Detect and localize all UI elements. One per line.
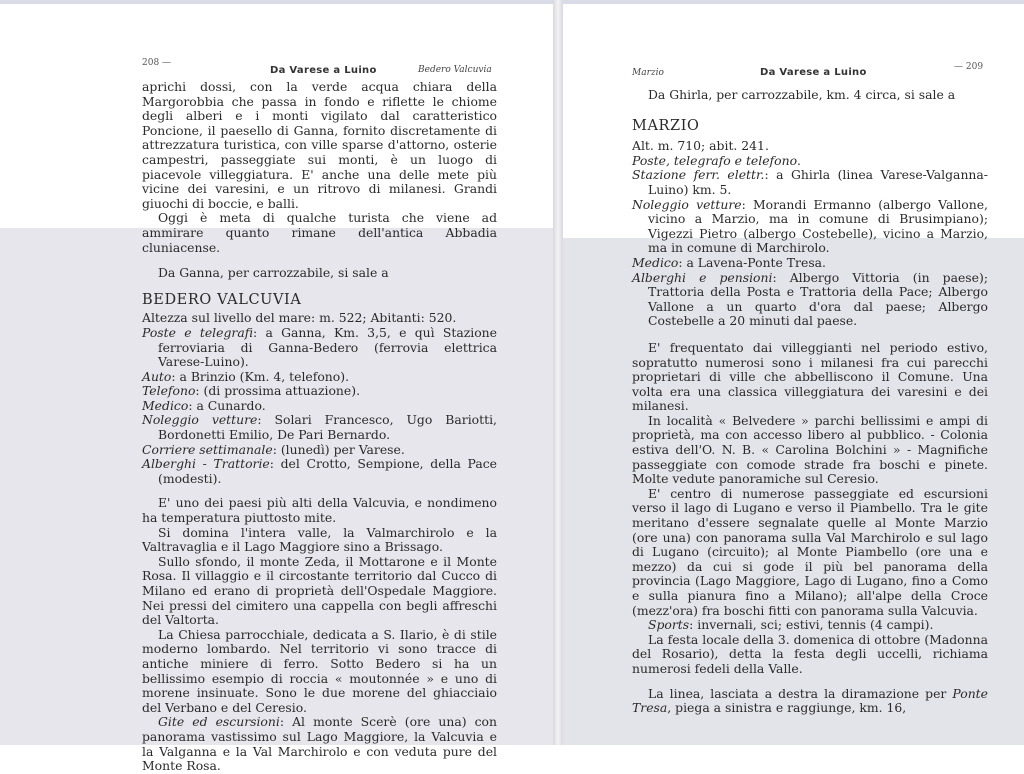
paragraph: E' frequentato dai villeggianti nel periodo estivo, sopratutto numerosi sono i milanesi fra cui parecchi proprietari di ville che abbelliscono il Comune. Una volta era una classica villeggiatura dei varesini e dei milanesi. xyxy=(632,339,988,414)
abbey-paragraph: Oggi è meta di qualche turista che viene ad ammirare quanto rimane dell'antica Abbadia cluniacense. xyxy=(142,210,497,255)
paragraph: E' uno dei paesi più alti della Valcuvia, e nondimeno ha temperatura piuttosto mite. xyxy=(142,495,497,526)
book-gutter xyxy=(553,0,563,745)
excursions-paragraph: Gite ed escursioni: Al monte Scerè (ore una) con panorama vastissimo sul Lago Maggiore, la Valcuvia e la Valganna e la Val Marchirolo e con veduta pure del Monte Rosa. xyxy=(142,714,497,774)
place-heading: MARZIO xyxy=(632,117,700,134)
fact-line: Poste e telegrafi: a Ganna, Km. 3,5, e quì Stazione ferroviaria di Ganna-Bedero (ferrovia elettrica Varese-Luino). xyxy=(142,324,497,370)
page-number: 208 — xyxy=(142,58,172,68)
fact-line: Poste, telegrafo e telefono. xyxy=(632,152,801,168)
paragraph: La festa locale della 3. domenica di ottobre (Madonna del Rosario), detta la festa degli uccelli, richiama numerosi fedeli della Valle. xyxy=(632,631,988,676)
fact-line: Altezza sul livello del mare: m. 522; Abitanti: 520. xyxy=(142,310,457,326)
paragraph: E' centro di numerose passeggiate ed escursioni verso il lago di Lugano e verso il Piambello. Tra le gite meritano d'essere segnalate quelle al Monte Marzio (ore una) con panorama sulla Val Marchirolo e sul lago di Lugano (circuito); al Monte Piambello (ore una e mezzo) da cui si gode il più bel panorama della provincia (Lago Maggiore, Lago di Lugano, fino a Como e sulla pianura fino a Milano); all'alpe della Croce (mezz'ora) fra boschi fitti con panorama sulla Valcuvia. xyxy=(632,485,988,618)
left-page xyxy=(142,0,497,774)
left-text-block xyxy=(142,80,497,774)
intro-paragraph: aprichi dossi, con la verde acqua chiara della Margorobbia che passa in fondo e riflette le chiome degli alberi e i monti vigilato dal caratteristico Poncione, il paesello di Ganna, fornito discretamente di attrezzatura turistica, con ville sparse d'attorno, osterie campestri, passeggiate sui monti, è un luogo di piacevole villeggiatura. E' anche una delle mete più vicine dei varesini, e un ritrovo di milanesi. Grandi giuochi di boccie, e balli. xyxy=(142,79,497,211)
fact-line: Alberghi - Trattorie: del Crotto, Sempione, della Pace (modesti). xyxy=(142,456,497,486)
fact-line: Medico: a Cunardo. xyxy=(142,397,266,413)
right-page xyxy=(632,0,988,745)
fact-line: Alt. m. 710; abit. 241. xyxy=(632,138,769,154)
fact-line: Stazione ferr. elettr.: a Ghirla (linea Varese-Valganna-Luino) km. 5. xyxy=(632,167,988,197)
paragraph: Sullo sfondo, il monte Zeda, il Mottarone e il Monte Rosa. Il villaggio e il circostante territorio dal Cucco di Milano ed erano di proprietà dell'Ospedale Maggiore. Nei pressi del cimitero una cappella con begli affreschi del Valtorta. xyxy=(142,553,497,628)
right-text-block xyxy=(632,88,988,716)
paragraph: La Chiesa parrocchiale, dedicata a S. Ilario, è di stile moderno lombardo. Nel territorio vi sono tracce di antiche miniere di ferro. Sotto Bedero si ha un bellissimo esempio di roccia « moutonnée » e uno di morene insinuate. Sono le due morene del ghiacciaio del Verbano e del Ceresio. xyxy=(142,626,497,715)
fact-line: Noleggio vetture: Solari Francesco, Ugo Bariotti, Bordonetti Emilio, De Pari Bernardo. xyxy=(142,412,497,443)
fact-line: Medico: a Lavena-Ponte Tresa. xyxy=(632,254,826,270)
route-line: Da Ghirla, per carrozzabile, km. 4 circa, si sale a xyxy=(648,87,956,102)
fact-line: Telefono: (di prossima attuazione). xyxy=(142,383,361,399)
running-head: Da Varese a Luino xyxy=(270,65,377,76)
running-head: Da Varese a Luino xyxy=(760,67,867,78)
running-subhead: Marzio xyxy=(632,68,664,78)
fact-line: Alberghi e pensioni: Albergo Vittoria (in paese); Trattoria della Posta e Trattoria della Pace; Albergo Vallone a un quarto d'ora dal paese; Albergo Costebelle a 20 minuti dal paese. xyxy=(632,269,989,329)
paragraph: Si domina l'intera valle, la Valmarchirolo e la Valtravaglia e il Lago Maggiore sino a Brissago. xyxy=(142,524,497,555)
running-subhead: Bedero Valcuvia xyxy=(418,65,492,75)
fact-line: Auto: a Brinzio (Km. 4, telefono). xyxy=(142,368,350,384)
page-number: — 209 xyxy=(954,62,984,72)
place-heading: BEDERO VALCUVIA xyxy=(142,291,302,308)
fact-line: Noleggio vetture: Morandi Ermanno (albergo Vallone, vicino a Marzio, ma in comune di Brusimpiano); Vigezzi Pietro (albergo Costebelle), vicino a Marzio, ma in comune di Marchirolo. xyxy=(632,196,988,256)
route-line: Da Ganna, per carrozzabile, si sale a xyxy=(158,265,389,281)
fact-line: Corriere settimanale: (lunedì) per Varese. xyxy=(142,441,405,457)
route-paragraph: La linea, lasciata a destra la diramazione per Ponte Tresa, piega a sinistra e raggiunge, km. 16, xyxy=(632,685,988,716)
sports-paragraph: Sports: invernali, sci; estivi, tennis (4 campi). xyxy=(648,617,934,633)
paragraph: In località « Belvedere » parchi bellissimi e ampi di proprietà, ma con accesso libero al pubblico. - Colonia estiva dell'O. N. B. « Carolina Bolchini » - Magnifiche passeggiate con comode strade fra boschi e pinete. Molte vedute panoramiche sul Ceresio. xyxy=(632,412,988,487)
